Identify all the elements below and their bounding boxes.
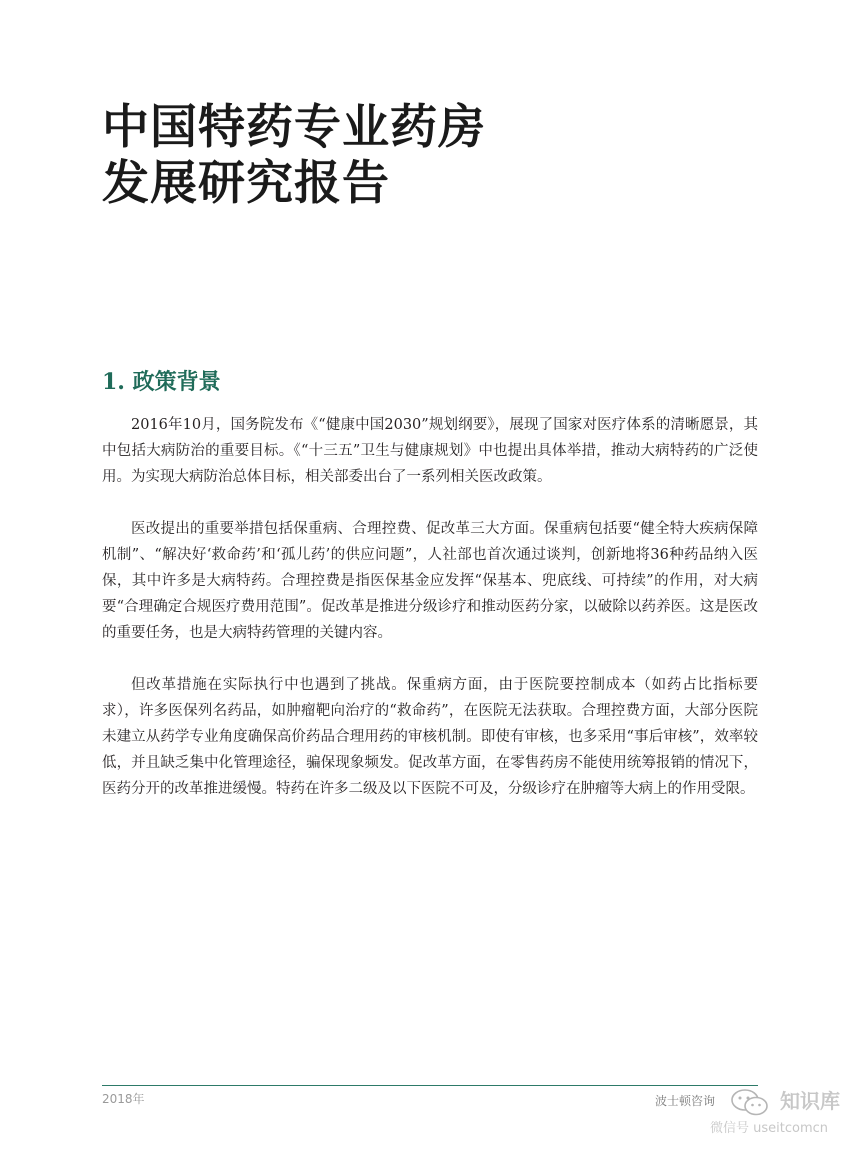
paragraph-2: 医改提出的重要举措包括保重病、合理控费、促改革三大方面。保重病包括要“健全特大疾病保障机制”、“解决好‘救命药’和‘孤儿药’的供应问题”，人社部也首次通过谈判，创新地将36种药品纳入医保，其中许多是大病特药。合理控费是指医保基金应发挥“保基本、兜底线、可持续”的作用，对大病要“合理确定合规医疗费用范围”。促改革是推进分级诊疗和推动医药分家，以破除以药养医。这是医改的重要任务，也是大病特药管理的关键内容。 <box>102 521 758 641</box>
footer-company: 波士顿咨询 <box>655 1094 716 1108</box>
body-text <box>102 412 758 828</box>
report-title-line-2: 发展研究报告 <box>102 156 390 211</box>
wechat-icon <box>730 1088 770 1118</box>
watermark-brand: 知识库 <box>780 1089 840 1113</box>
footer-divider <box>102 1085 758 1086</box>
footer-year: 2018年 <box>102 1092 145 1106</box>
watermark-account: 微信号 useitcomcn <box>710 1121 829 1136</box>
report-title-line-1: 中国特药专业药房 <box>102 100 486 155</box>
section-heading-policy-background: 1. 政策背景 <box>102 369 221 395</box>
watermark <box>710 1080 854 1140</box>
paragraph-3: 但改革措施在实际执行中也遇到了挑战。保重病方面，由于医院要控制成本（如药占比指标要求），许多医保列名药品，如肿瘤靶向治疗的“救命药”，在医院无法获取。合理控费方面，大部分医院未建立从药学专业角度确保高价药品合理用药的审核机制。即使有审核，也多采用“事后审核”，效率较低，并且缺乏集中化管理途径，骗保现象频发。促改革方面，在零售药房不能使用统筹报销的情况下，医药分开的改革推进缓慢。特药在许多二级及以下医院不可及，分级诊疗在肿瘤等大病上的作用受限。 <box>102 677 758 797</box>
paragraph-1: 2016年10月，国务院发布《“健康中国2030”规划纲要》，展现了国家对医疗体系的清晰愿景，其中包括大病防治的重要目标。《“十三五”卫生与健康规划》中也提出具体举措，推动大病特药的广泛使用。为实现大病防治总体目标，相关部委出台了一系列相关医改政策。 <box>102 417 758 485</box>
report-title <box>102 100 486 212</box>
